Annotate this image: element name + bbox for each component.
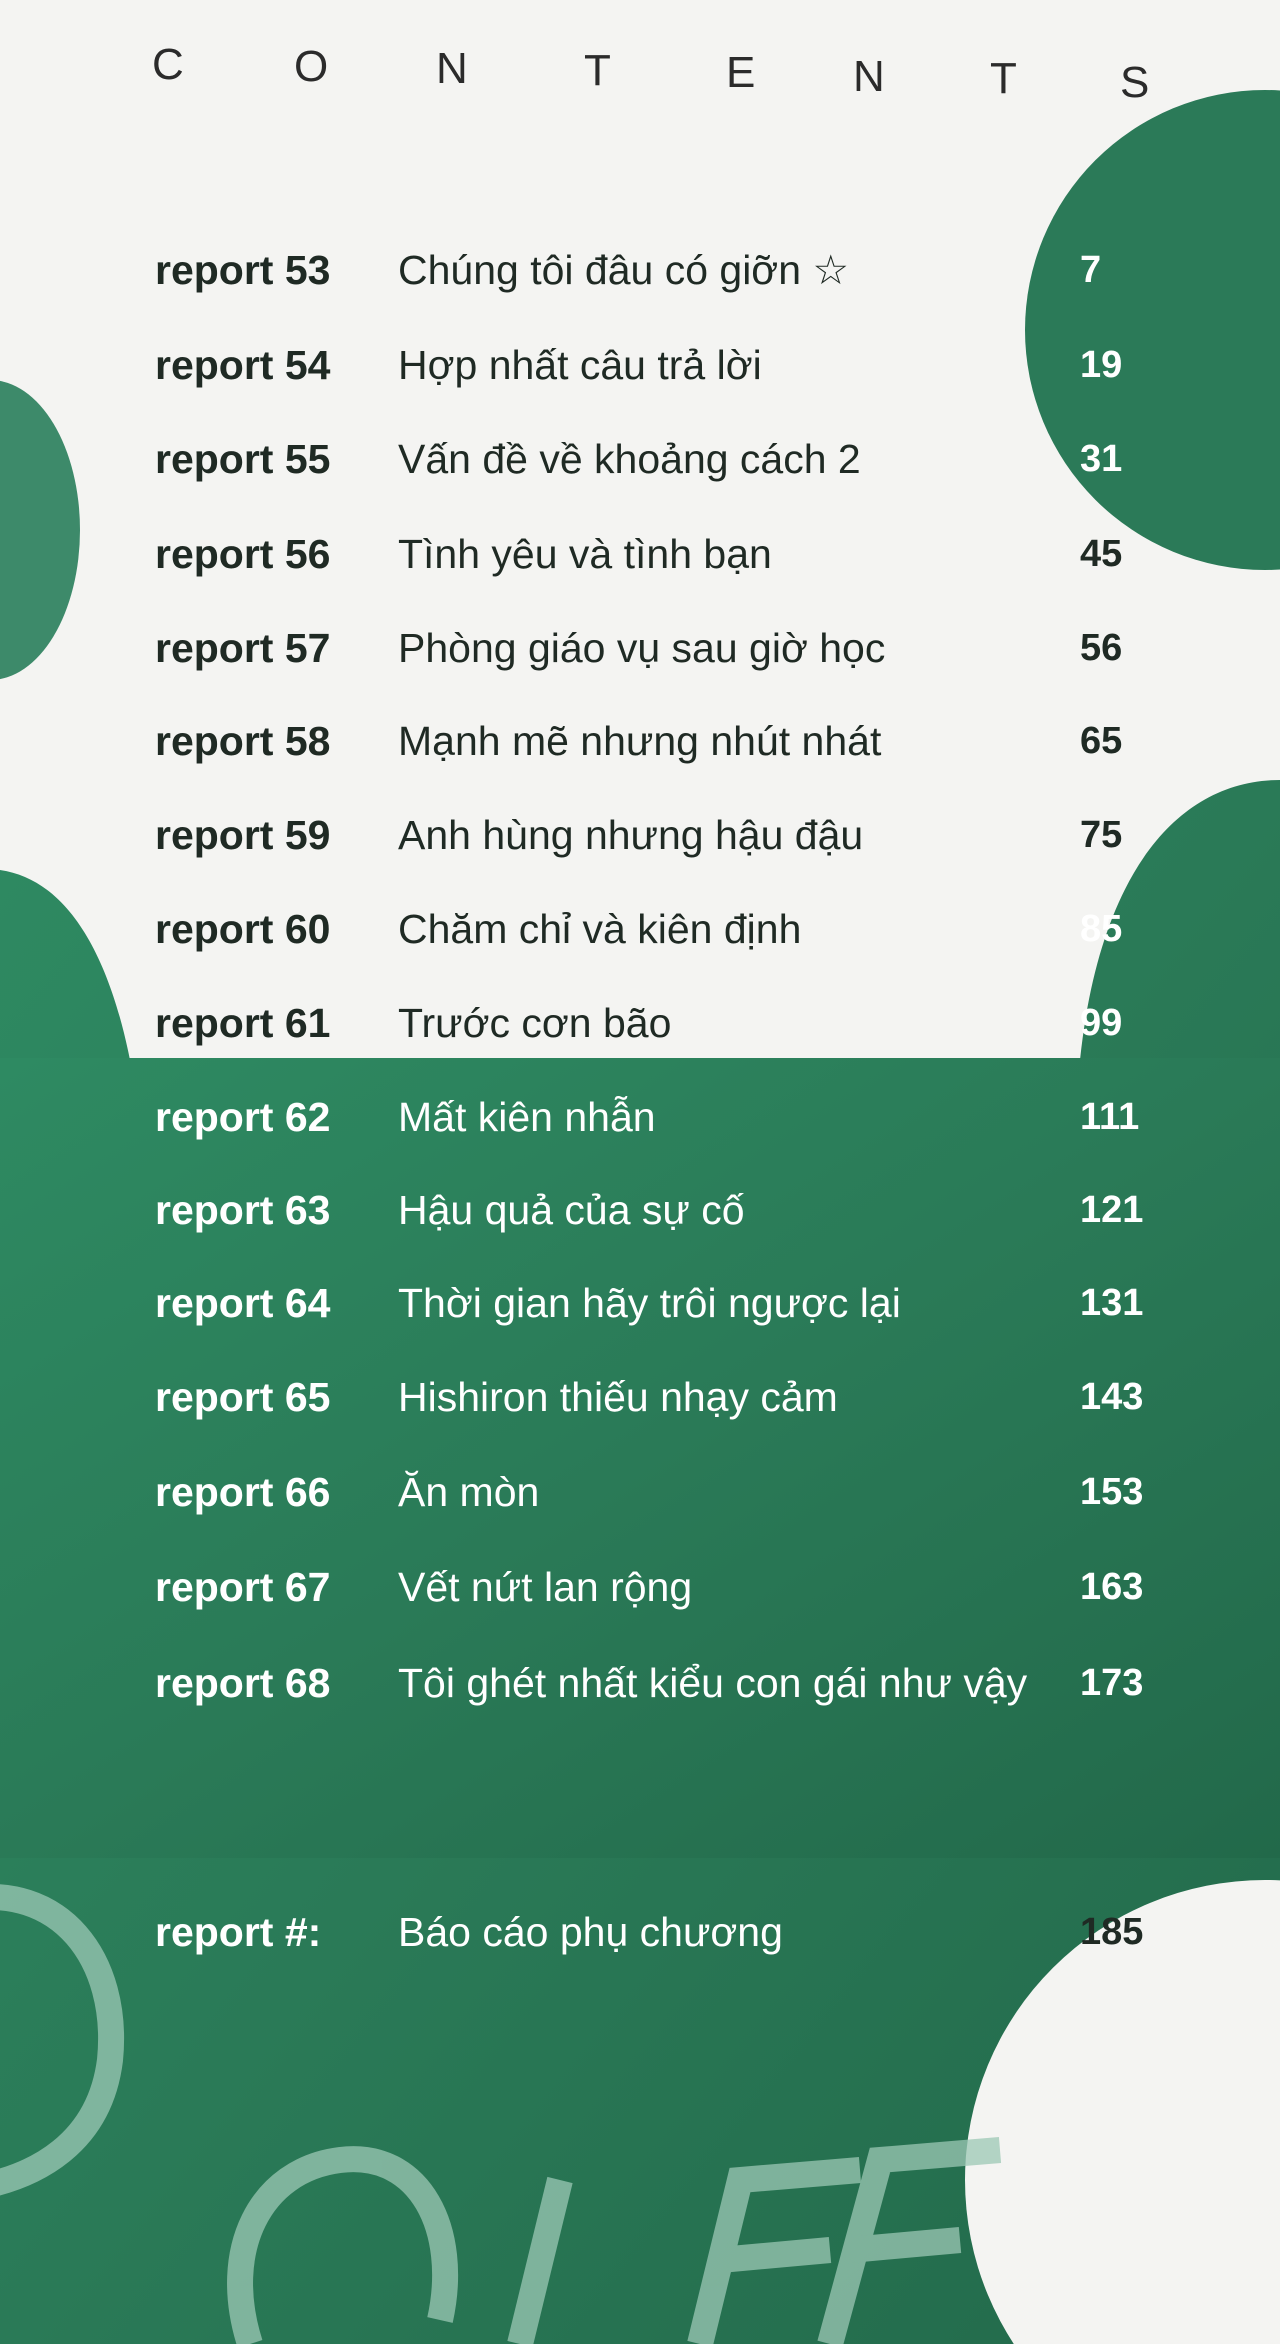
entry-page: 143 [1080,1376,1144,1418]
entry-page: 153 [1080,1471,1144,1513]
entry-title: Phòng giáo vụ sau giờ học [398,625,886,671]
entry-title: Mất kiên nhẫn [398,1094,656,1140]
entry-code: report 60 [155,906,331,952]
entry-code: report 55 [155,436,331,482]
entry-title: Anh hùng nhưng hậu đậu [398,812,864,858]
entry-page: 131 [1080,1282,1144,1324]
heading-letter: T [584,46,611,95]
entry-title: Chăm chỉ và kiên định [398,906,802,952]
entry-title: Tôi ghét nhất kiểu con gái như vậy [398,1660,1028,1706]
contents-heading [0,0,1280,120]
entry-code: report 61 [155,1000,331,1046]
entry-page: 163 [1080,1566,1144,1608]
entry-code: report 53 [155,247,331,293]
entry-code: report 63 [155,1187,331,1233]
entry-page: 56 [1080,627,1123,669]
entry-code: report 57 [155,625,331,671]
entry-title: Báo cáo phụ chương [398,1909,783,1955]
entry-page: 45 [1080,533,1123,575]
entry-code: report 66 [155,1469,331,1515]
toc-entry [0,1175,1280,1245]
entry-title: Vấn đề về khoảng cách 2 [398,436,861,482]
entry-title: Hợp nhất câu trả lời [398,342,762,388]
entry-page: 7 [1080,249,1102,291]
entry-code: report 68 [155,1660,331,1706]
entry-title: Vết nứt lan rộng [398,1564,693,1610]
toc-entry [0,235,1280,305]
entry-page: 75 [1080,814,1123,856]
entry-title: Hishiron thiếu nhạy cảm [398,1374,838,1420]
entry-code: report #: [155,1909,322,1955]
entry-page: 185 [1080,1911,1144,1953]
toc-entry [0,706,1280,776]
heading-letter: T [990,54,1017,103]
entry-code: report 56 [155,531,331,577]
entry-page: 111 [1080,1096,1140,1138]
toc-entry [0,1082,1280,1152]
toc-entry [0,894,1280,964]
entry-page: 173 [1080,1662,1144,1704]
entry-title: Ăn mòn [398,1469,540,1515]
entry-page: 85 [1080,908,1123,950]
entry-code: report 62 [155,1094,331,1140]
toc-entry [0,519,1280,589]
toc-entry [0,1648,1280,1718]
entry-title: Mạnh mẽ nhưng nhút nhát [398,718,882,764]
heading-letter: S [1120,58,1150,107]
heading-letter: E [726,48,756,97]
entry-code: report 58 [155,718,331,764]
entry-code: report 54 [155,342,331,388]
toc-entry [0,613,1280,683]
entry-page: 19 [1080,344,1123,386]
entry-page: 99 [1080,1002,1123,1044]
entry-code: report 65 [155,1374,331,1420]
entry-title: Trước cơn bão [398,1000,672,1046]
entry-title: Chúng tôi đâu có giỡn ☆ [398,247,850,293]
toc-entry [0,988,1280,1058]
toc-entry [0,330,1280,400]
toc-entry [0,1552,1280,1622]
entry-page: 31 [1080,438,1123,480]
entry-code: report 67 [155,1564,331,1610]
entry-page: 121 [1080,1189,1144,1231]
toc-entry [0,1362,1280,1432]
entry-title: Tình yêu và tình bạn [398,531,772,577]
heading-letter: O [294,42,329,91]
toc-entry [0,1268,1280,1338]
entry-page: 65 [1080,720,1123,762]
heading-letter: N [853,52,885,101]
entry-title: Hậu quả của sự cố [398,1187,745,1233]
heading-letter: N [436,44,468,93]
toc-appendix-entry [0,1897,1280,1967]
toc-entry [0,424,1280,494]
toc-entry [0,800,1280,870]
entry-code: report 64 [155,1280,331,1326]
entry-title: Thời gian hãy trôi ngược lại [398,1280,901,1326]
toc-entry [0,1457,1280,1527]
heading-letter: C [152,40,184,89]
entry-code: report 59 [155,812,331,858]
